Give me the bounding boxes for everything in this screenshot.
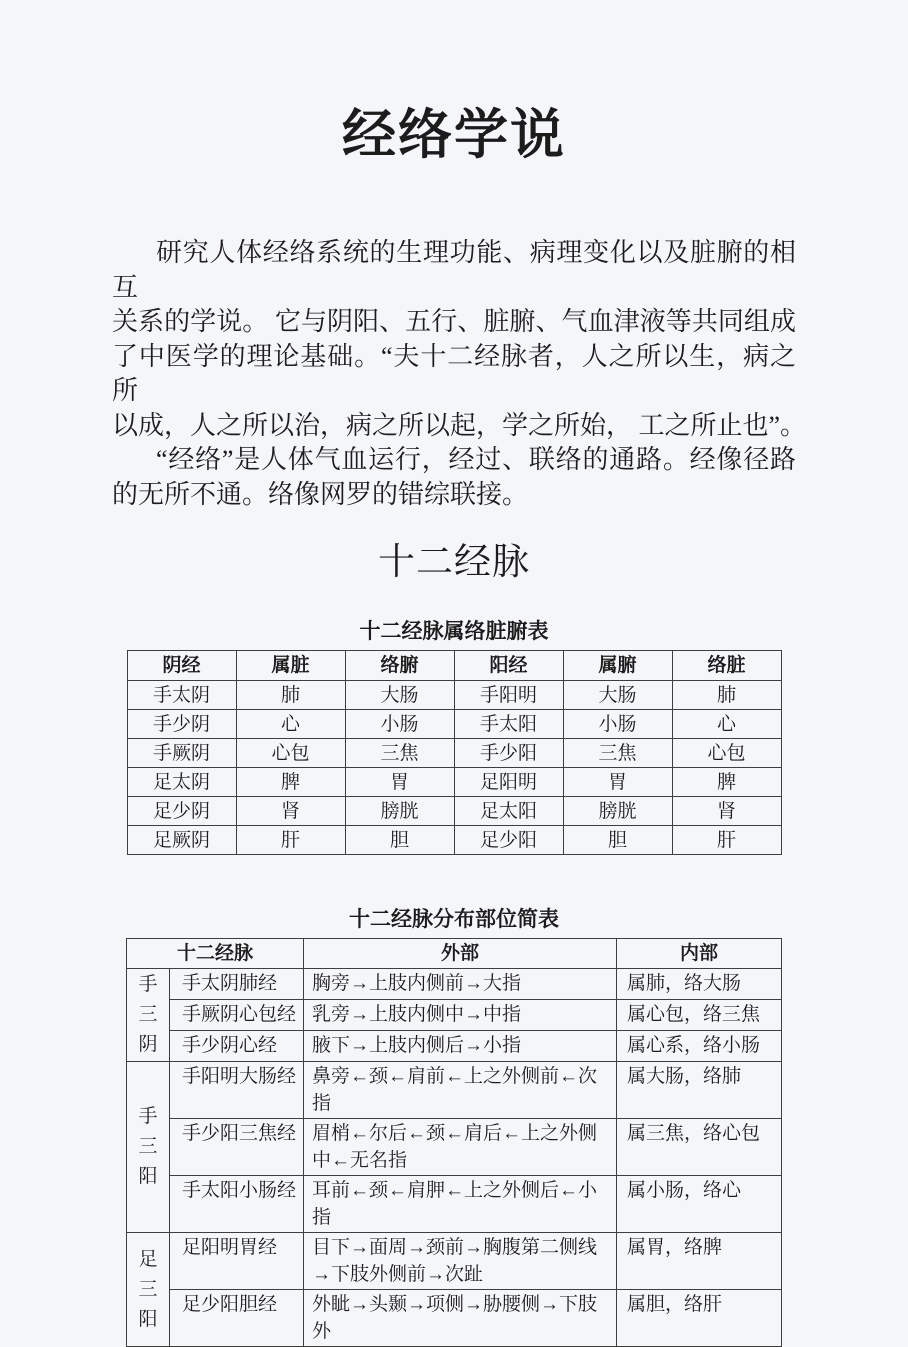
outer-path-cell: 乳旁→上肢内侧中→中指 (304, 1000, 617, 1031)
column-header: 属脏 (236, 651, 345, 681)
table-cell: 手阳明 (454, 681, 563, 710)
table-cell: 心包 (672, 739, 781, 768)
meridian-group-cell: 手 三 阴 (126, 969, 169, 1062)
meridian-name-cell: 足少阳胆经 (169, 1290, 303, 1347)
table-row (126, 1031, 781, 1062)
table-cell: 肝 (236, 826, 345, 855)
column-header: 络腑 (345, 651, 454, 681)
outer-path-cell: 眉梢←尔后←颈←肩后←上之外侧中←无名指 (304, 1119, 617, 1176)
table-cell: 足太阳 (454, 797, 563, 826)
meridian-distribution-table (126, 938, 782, 1347)
outer-path-cell: 腋下→上肢内侧后→小指 (304, 1031, 617, 1062)
table-cell: 胃 (563, 768, 672, 797)
table-cell: 大肠 (345, 681, 454, 710)
meridian-name-cell: 手太阳小肠经 (169, 1176, 303, 1233)
table-row (127, 681, 781, 710)
column-header: 络脏 (672, 651, 781, 681)
table-cell: 足太阴 (127, 768, 236, 797)
inner-relation-cell: 属心包，络三焦 (617, 1000, 782, 1031)
table-cell: 手太阴 (127, 681, 236, 710)
table-cell: 足少阳 (454, 826, 563, 855)
section-heading: 十二经脉 (378, 542, 530, 583)
inner-relation-cell: 属大肠，络肺 (617, 1062, 782, 1119)
meridian-name-cell: 手阳明大肠经 (169, 1062, 303, 1119)
table-cell: 手厥阴 (127, 739, 236, 768)
meridian-name-cell: 手少阳三焦经 (169, 1119, 303, 1176)
paragraph-line: 以成，人之所以治，病之所以起，学之所始， 工之所止也”。 (112, 410, 807, 440)
column-header: 阳经 (454, 651, 563, 681)
meridian-name-cell: 手太阴肺经 (169, 969, 303, 1000)
paragraph-line: 研究人体经络系统的生理功能、病理变化以及脏腑的相互 (112, 238, 796, 302)
table-row (127, 826, 781, 855)
table-cell: 膀胱 (563, 797, 672, 826)
column-header: 阴经 (127, 651, 236, 681)
inner-relation-cell: 属胃，络脾 (617, 1233, 782, 1290)
paragraph-line: 的无所不通。络像网罗的错综联接。 (112, 479, 529, 509)
table-cell: 手太阳 (454, 710, 563, 739)
table-cell: 大肠 (563, 681, 672, 710)
table-cell: 足少阴 (127, 797, 236, 826)
paragraph-line: “经络”是人体气血运行，经过、联络的通路。经像径路 (156, 445, 796, 474)
table-header-row (127, 651, 781, 681)
table-cell: 手少阴 (127, 710, 236, 739)
inner-relation-cell: 属小肠，络心 (617, 1176, 782, 1233)
table-row (127, 768, 781, 797)
table-cell: 心 (236, 710, 345, 739)
table-cell: 手少阳 (454, 739, 563, 768)
meridian-zangfu-table (127, 650, 782, 855)
inner-relation-cell: 属三焦，络心包 (617, 1119, 782, 1176)
outer-path-cell: 耳前←颈←肩胛←上之外侧后←小指 (304, 1176, 617, 1233)
outer-path-cell: 目下→面周→颈前→胸腹第二侧线→下肢外侧前→次趾 (304, 1233, 617, 1290)
table-cell: 胆 (345, 826, 454, 855)
outer-path-cell: 鼻旁←颈←肩前←上之外侧前←次指 (304, 1062, 617, 1119)
table-row (126, 1062, 781, 1119)
meridian-group-cell: 足 三 阳 (126, 1233, 169, 1347)
table-cell: 脾 (236, 768, 345, 797)
table-row (126, 1119, 781, 1176)
meridian-name-cell: 手厥阴心包经 (169, 1000, 303, 1031)
page-title: 经络学说 (342, 105, 566, 165)
table-cell: 三焦 (345, 739, 454, 768)
table-row (126, 1290, 781, 1347)
meridian-name-cell: 手少阴心经 (169, 1031, 303, 1062)
inner-relation-cell: 属心系，络小肠 (617, 1031, 782, 1062)
column-header-meridian: 十二经脉 (126, 939, 303, 969)
table-cell: 肺 (672, 681, 781, 710)
table-row (127, 797, 781, 826)
table-cell: 小肠 (345, 710, 454, 739)
table-row (126, 1000, 781, 1031)
table2-caption: 十二经脉分布部位简表 (349, 907, 559, 931)
outer-path-cell: 外眦→头颞→项侧→胁腰侧→下肢外 (304, 1290, 617, 1347)
table-cell: 胃 (345, 768, 454, 797)
table-cell: 膀胱 (345, 797, 454, 826)
table-cell: 心 (672, 710, 781, 739)
table-cell: 足阳明 (454, 768, 563, 797)
table-cell: 肾 (236, 797, 345, 826)
table-row (126, 1176, 781, 1233)
paragraph (112, 443, 796, 512)
table-cell: 三焦 (563, 739, 672, 768)
table-header-row (126, 939, 781, 969)
table-cell: 胆 (563, 826, 672, 855)
paragraph-line: 关系的学说。 它与阴阳、五行、脏腑、气血津液等共同组成 (112, 307, 796, 336)
table1-caption: 十二经脉属络脏腑表 (359, 619, 549, 643)
table-cell: 心包 (236, 739, 345, 768)
table-row (126, 1233, 781, 1290)
table-cell: 小肠 (563, 710, 672, 739)
inner-relation-cell: 属肺，络大肠 (617, 969, 782, 1000)
table-row (126, 969, 781, 1000)
table-row (127, 739, 781, 768)
column-header-inner: 内部 (617, 939, 782, 969)
table-cell: 肾 (672, 797, 781, 826)
column-header-outer: 外部 (304, 939, 617, 969)
meridian-name-cell: 足阳明胃经 (169, 1233, 303, 1290)
intro-paragraphs (112, 236, 807, 512)
table-cell: 肺 (236, 681, 345, 710)
paragraph-line: 了中医学的理论基础。“夫十二经脉者，人之所以生，病之所 (112, 341, 796, 405)
table-cell: 足厥阴 (127, 826, 236, 855)
meridian-group-cell: 手 三 阳 (126, 1062, 169, 1233)
table-cell: 肝 (672, 826, 781, 855)
inner-relation-cell: 属胆，络肝 (617, 1290, 782, 1347)
table-row (127, 710, 781, 739)
column-header: 属腑 (563, 651, 672, 681)
table-cell: 脾 (672, 768, 781, 797)
outer-path-cell: 胸旁→上肢内侧前→大指 (304, 969, 617, 1000)
paragraph (112, 236, 807, 443)
